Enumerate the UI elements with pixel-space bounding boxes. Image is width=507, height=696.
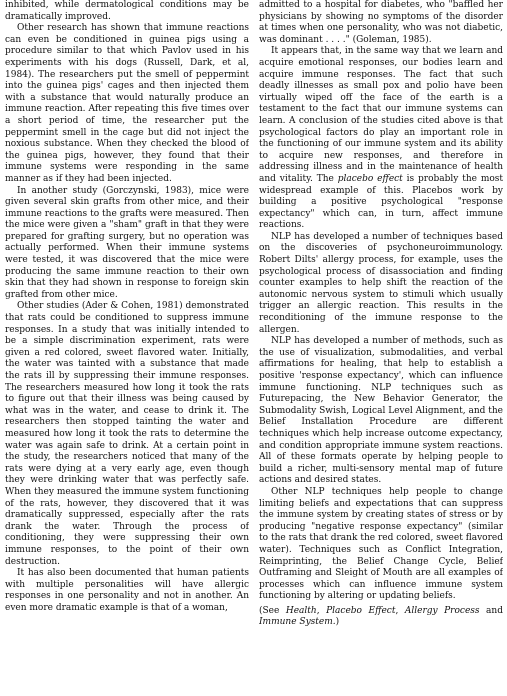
paragraph: admitted to a hospital for diabetes, who "baffled her physicians by showing no symptoms of the disorder at times when one personality, who was not diabetic, was dominant . . . ." (Goleman, 1985). bbox=[259, 0, 503, 45]
paragraph: NLP has developed a number of methods, such as the use of visualization, submodalities, and verbal affirmations for healing, that help to establish a positive 'response expectancy', which can influence immune functioning. NLP techniques such as Futurepacing, the New Behavior Generator, the Submodality Swish, Logical Level Alignment, and the Belief Installation Procedure are different techniques which help increase outcome expectancy, and condition appropriate immune system reactions. All of these formats operate by helping people to build a richer, multi-sensory mental map of future actions and desired states. bbox=[259, 336, 503, 486]
text-run: is probably the most widespread example of this. Placebos work by building a positive psychological "response expectancy" which can, in turn, affect immune reactions. bbox=[259, 173, 503, 231]
paragraph: NLP has developed a number of techniques based on the discoveries of psychoneuroimmunology. Robert Dilts' allergy process, for example, uses the psychological process of disassociation and finding counter examples to help shift the reaction of the autonomic nervous system to stimuli which usually trigger an allergic reaction. This results in the reconditioning of the immune response to the allergen. bbox=[259, 231, 503, 335]
right-column bbox=[259, 0, 503, 696]
paragraph: In another study (Gorczynski, 1983), mice were given several skin grafts from other mice, and their immune reactions to the grafts were measured. Then the mice were given a "sham" graft in that they were prepared for grafting surgery, but no operation was actually performed. When their immune systems were tested, it was discovered that the mice were producing the same immune reaction to their own skin that they had shown in response to foreign skin grafted from other mice. bbox=[5, 185, 249, 300]
text-run: ) bbox=[335, 617, 340, 628]
paragraph: Other research has shown that immune reactions can even be conditioned in guinea pigs using a procedure similar to that which Pavlov used in his experiments with his dogs (Russell, Dark, et al, 1984). The researchers put the smell of peppermint into the guinea pigs' cages and then injected them with a substance that would naturally produce an immune reaction. After repeating this five times over a short period of time, the researcher put the peppermint smell in the cage but did not inject the noxious substance. When they checked the blood of the guinea pigs, however, they found that their immune systems were responding in the same manner as if they had been injected. bbox=[5, 23, 249, 184]
paragraph: Other NLP techniques help people to change limiting beliefs and expectations that can suppress the immune system by creating states of stress or by producing "negative response expectancy" (similar to the rats that drank the red colored, sweet flavored water). Techniques such as Conflict Integration, Reimprinting, the Belief Change Cycle, Belief Outframing and Sleight of Mouth are all examples of processes which can influence immune system functioning by altering or updating beliefs. bbox=[259, 486, 503, 602]
left-column bbox=[5, 0, 249, 696]
placebo-effect-term: placebo effect bbox=[337, 173, 403, 184]
text-run: , bbox=[395, 605, 405, 616]
paragraph bbox=[259, 46, 503, 232]
text-run: , bbox=[316, 605, 327, 616]
paragraph: inhibited, while dermatological conditions may be dramatically improved. bbox=[5, 0, 249, 22]
cross-reference-allergy-process: Allergy Process bbox=[404, 605, 480, 616]
paragraph: It has also been documented that human patients with multiple personalities will have allergic responses in one personality and not in another. An even more dramatic example is that of a woman, bbox=[5, 568, 249, 613]
see-also-reference bbox=[259, 606, 503, 629]
cross-reference-placebo-effect: Placebo Effect bbox=[326, 605, 396, 616]
text-run: It appears that, in the same way that we learn and acquire emotional responses, our bodies learn and acquire immune responses. The fact that such deadly illnesses as small pox and polio have been virtually wiped off the face of the earth is a testament to the fact that our immune systems can learn. A conclusion of the studies cited above is that psychological factors do play an important role in the functioning of our immune system and its ability to acquire new responses, and therefore in addressing illness and in the maintenance of health and vitality. The bbox=[259, 46, 503, 184]
cross-reference-health: Health bbox=[285, 605, 317, 616]
text-run: (See bbox=[259, 605, 286, 616]
text-run: and bbox=[479, 605, 503, 616]
paragraph: Other studies (Ader & Cohen, 1981) demonstrated that rats could be conditioned to suppress immune responses. In a study that was initially intended to be a simple discrimination experiment, rats were given a red colored, sweet flavored water. Initially, the water was tainted with a substance that made the rats ill by suppressing their immune responses. The researchers measured how long it took the rats to figure out that their illness was being caused by what was in the water, and cease to drink it. The researchers then stopped tainting the water and measured how long it took the rats to determine the water was again safe to drink. At a certain point in the study, the researchers noticed that many of the rats were dying at a very early age, even though they were drinking water that was perfectly safe. When they measured the immune system functioning of the rats, however, they discovered that it was dramatically suppressed, especially after the rats drank the water. Through the process of conditioning, they were suppressing their own immune responses, to the point of their own destruction. bbox=[5, 301, 249, 567]
cross-reference-immune-system: Immune System. bbox=[259, 617, 336, 628]
